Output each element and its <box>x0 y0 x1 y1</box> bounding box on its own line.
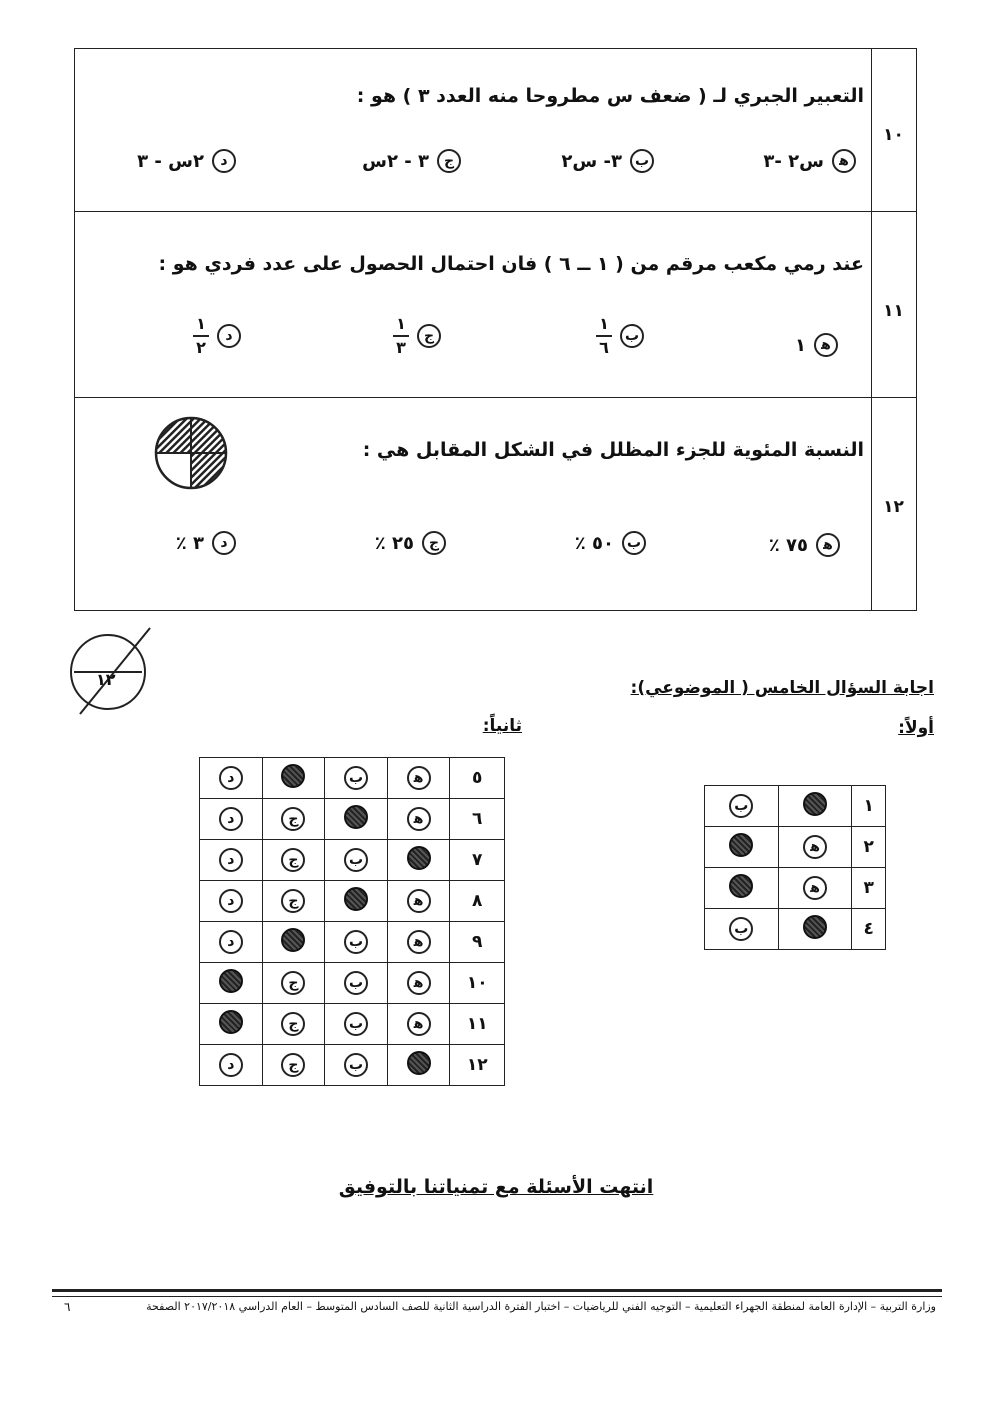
answer-bubble: ﻫ <box>803 835 827 859</box>
answer-cell <box>778 909 852 950</box>
option-c <box>375 531 446 555</box>
answer-cell <box>200 1045 263 1086</box>
shaded-circle-figure <box>153 415 229 491</box>
answer-cell <box>200 840 263 881</box>
answer-bubble: د <box>219 807 243 831</box>
option-c <box>362 149 461 173</box>
answer-bubble: ب <box>344 930 368 954</box>
option-letter: ب <box>620 324 644 348</box>
option-d <box>193 315 241 357</box>
shaded-answer-bubble <box>407 846 431 870</box>
shaded-answer-bubble <box>281 764 305 788</box>
answer-bubble: ﻫ <box>407 1012 431 1036</box>
shaded-answer-bubble <box>344 805 368 829</box>
numerator: ١ <box>599 314 609 333</box>
fraction <box>193 315 209 357</box>
answer-cell <box>262 840 325 881</box>
row-number: ٦ <box>450 799 505 840</box>
answer-bubble: د <box>219 766 243 790</box>
answer-bubble: د <box>219 1053 243 1077</box>
option-b <box>575 531 646 555</box>
denominator: ٢ <box>196 338 206 357</box>
answer-cell <box>325 840 388 881</box>
answer-cell <box>262 1004 325 1045</box>
option-letter: ﻫ <box>832 149 856 173</box>
row-number: ٢ <box>852 827 886 868</box>
answer-cell <box>325 1045 388 1086</box>
table-row <box>705 909 886 950</box>
answer-bubble: ب <box>729 917 753 941</box>
row-number: ١٢ <box>450 1045 505 1086</box>
answer-bubble: ب <box>344 848 368 872</box>
answer-bubble: ج <box>281 971 305 995</box>
answer-bubble: ب <box>344 766 368 790</box>
option-value: ٣ - ٢س <box>362 150 429 172</box>
footer-rule-thin <box>52 1296 942 1297</box>
answer-cell <box>200 799 263 840</box>
answer-cell <box>778 868 852 909</box>
option-letter: ﻫ <box>816 533 840 557</box>
option-value: ٥٠ ٪ <box>574 532 614 554</box>
answer-cell <box>200 922 263 963</box>
question-number: ١٠ <box>883 125 904 145</box>
table-row <box>200 1045 505 1086</box>
answer-cell <box>200 1004 263 1045</box>
option-d <box>137 149 236 173</box>
answer-bubble: ج <box>281 889 305 913</box>
questions-frame <box>74 48 917 611</box>
answer-cell <box>778 786 852 827</box>
table-row <box>200 799 505 840</box>
footer-rule <box>52 1289 942 1292</box>
answer-bubble: ج <box>281 1012 305 1036</box>
table-row <box>200 840 505 881</box>
option-b <box>561 149 654 173</box>
answer-cell <box>387 881 450 922</box>
row-number: ١١ <box>450 1004 505 1045</box>
row-divider <box>75 397 916 398</box>
table-row <box>705 827 886 868</box>
option-a <box>795 333 838 357</box>
answer-cell <box>262 1045 325 1086</box>
answer-cell <box>387 922 450 963</box>
answer-cell <box>325 758 388 799</box>
answer-cell <box>387 758 450 799</box>
row-number: ١٠ <box>450 963 505 1004</box>
option-letter: ج <box>417 324 441 348</box>
answer-cell <box>325 881 388 922</box>
answer-cell <box>200 758 263 799</box>
table-row <box>200 1004 505 1045</box>
question-number: ١٢ <box>883 497 904 517</box>
option-d <box>176 531 236 555</box>
first-label: أولاً: <box>898 718 934 738</box>
table-row <box>200 758 505 799</box>
option-value: ٧٥ ٪ <box>768 534 808 556</box>
answer-cell <box>325 922 388 963</box>
row-number: ١ <box>852 786 886 827</box>
table-row <box>200 881 505 922</box>
shaded-answer-bubble <box>281 928 305 952</box>
answer-cell <box>705 827 779 868</box>
option-c <box>393 315 441 357</box>
answer-cell <box>262 881 325 922</box>
answer-cell <box>262 963 325 1004</box>
fraction <box>393 315 409 357</box>
answer-cell <box>705 909 779 950</box>
denominator: ٦ <box>599 338 609 357</box>
answer-bubble: ﻫ <box>407 889 431 913</box>
answer-cell <box>387 840 450 881</box>
table-row <box>705 786 886 827</box>
shaded-answer-bubble <box>407 1051 431 1075</box>
option-a <box>769 533 840 557</box>
answer-cell <box>200 963 263 1004</box>
shaded-answer-bubble <box>219 1010 243 1034</box>
answer-cell <box>262 799 325 840</box>
answer-bubble: د <box>219 930 243 954</box>
answer-bubble: ﻫ <box>407 807 431 831</box>
row-number: ٤ <box>852 909 886 950</box>
option-letter: ب <box>630 149 654 173</box>
footer-text: وزارة التربية – الإدارة العامة لمنطقة الجهراء التعليمية – التوجيه الفني للرياضيات – اختبار الفترة الدراسية الثانية للصف السادس المتوسط – العام الدراسي ٢٠١٧/٢٠١٨ الصفحة <box>146 1300 936 1313</box>
table-row <box>200 922 505 963</box>
score-value: ١٢ <box>96 670 116 689</box>
numerator: ١ <box>196 314 206 333</box>
table-row <box>200 963 505 1004</box>
shaded-answer-bubble <box>803 915 827 939</box>
option-letter: ج <box>422 531 446 555</box>
answer-cell <box>387 1045 450 1086</box>
section-title: اجابة السؤال الخامس ( الموضوعي): <box>630 678 934 698</box>
option-letter: ﻫ <box>814 333 838 357</box>
shaded-answer-bubble <box>803 792 827 816</box>
answer-cell <box>262 758 325 799</box>
row-number: ٨ <box>450 881 505 922</box>
answer-cell <box>387 963 450 1004</box>
answer-cell <box>705 868 779 909</box>
shaded-answer-bubble <box>344 887 368 911</box>
option-b <box>596 315 644 357</box>
second-answer-table <box>199 757 505 1086</box>
numerator: ١ <box>396 314 406 333</box>
answer-bubble: ﻫ <box>803 876 827 900</box>
denominator: ٣ <box>396 338 406 357</box>
option-letter: ج <box>437 149 461 173</box>
row-number: ٣ <box>852 868 886 909</box>
shaded-answer-bubble <box>729 874 753 898</box>
answer-bubble: د <box>219 889 243 913</box>
first-answer-table <box>704 785 886 950</box>
table-row <box>705 868 886 909</box>
answer-cell <box>705 786 779 827</box>
answer-bubble: ب <box>344 971 368 995</box>
answer-bubble: د <box>219 848 243 872</box>
question-number: ١١ <box>883 301 904 321</box>
option-letter: د <box>212 531 236 555</box>
answer-bubble: ج <box>281 848 305 872</box>
option-letter: ب <box>622 531 646 555</box>
option-a <box>763 149 856 173</box>
option-value: ٢س - ٣ <box>137 150 204 172</box>
option-value: ١ <box>795 334 806 356</box>
row-number: ٥ <box>450 758 505 799</box>
answer-bubble: ب <box>729 794 753 818</box>
question-text: النسبة المئوية للجزء المظلل في الشكل المقابل هي : <box>362 439 864 461</box>
answer-bubble: ﻫ <box>407 930 431 954</box>
question-text: التعبير الجبري لـ ( ضعف س مطروحا منه العدد ٣ ) هو : <box>356 85 864 107</box>
page-number: ٦ <box>64 1300 71 1314</box>
answer-cell <box>325 963 388 1004</box>
answer-bubble: ﻫ <box>407 971 431 995</box>
closing-message: انتهت الأسئلة مع تمنياتنا بالتوفيق <box>338 1176 654 1198</box>
shaded-answer-bubble <box>729 833 753 857</box>
fraction <box>596 315 612 357</box>
option-letter: د <box>212 149 236 173</box>
second-label: ثانياً: <box>482 716 522 736</box>
answer-cell <box>325 799 388 840</box>
answer-cell <box>325 1004 388 1045</box>
answer-cell <box>200 881 263 922</box>
row-number: ٧ <box>450 840 505 881</box>
option-value: س٢ -٣ <box>763 150 824 172</box>
answer-cell <box>262 922 325 963</box>
answer-cell <box>387 1004 450 1045</box>
shaded-answer-bubble <box>219 969 243 993</box>
row-number: ٩ <box>450 922 505 963</box>
answer-bubble: ج <box>281 1053 305 1077</box>
answer-bubble: ب <box>344 1053 368 1077</box>
answer-cell <box>778 827 852 868</box>
option-letter: د <box>217 324 241 348</box>
row-divider <box>75 211 916 212</box>
answer-cell <box>387 799 450 840</box>
question-text: عند رمي مكعب مرقم من ( ١ ــ ٦ ) فان احتمال الحصول على عدد فردي هو : <box>158 253 864 275</box>
option-value: ٢٥ ٪ <box>374 532 414 554</box>
answer-bubble: ﻫ <box>407 766 431 790</box>
answer-bubble: ج <box>281 807 305 831</box>
option-value: ٣- س٢ <box>561 150 622 172</box>
option-value: ٣ ٪ <box>175 532 204 554</box>
answer-bubble: ب <box>344 1012 368 1036</box>
